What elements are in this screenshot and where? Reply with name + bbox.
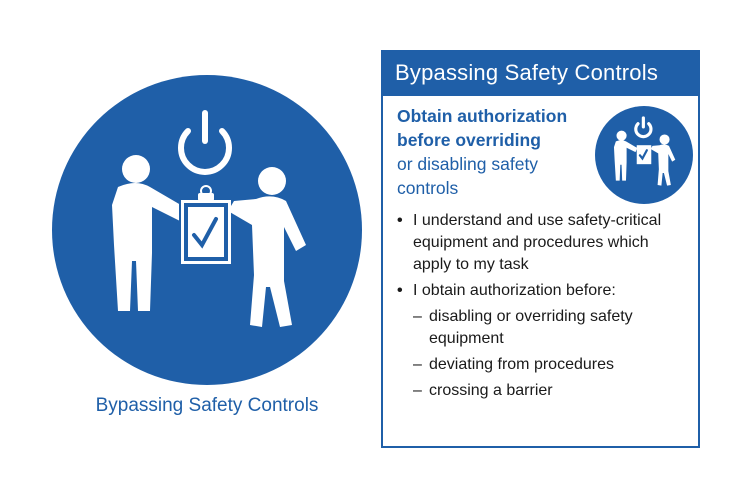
dash-icon: – (413, 356, 422, 373)
headline-rest: or disabling safety controls (397, 154, 539, 198)
sub-bullet-text: deviating from procedures (429, 356, 614, 373)
icon-caption: Bypassing Safety Controls (95, 395, 319, 416)
bullet-item (397, 210, 689, 276)
headline-bold: Obtain authorization before overriding (397, 106, 568, 150)
bullet-item (397, 280, 689, 302)
bullet-text: I obtain authorization before: (413, 282, 616, 299)
bullet-icon: • (397, 212, 403, 229)
sub-bullet-text: disabling or overriding safety equipment (429, 308, 633, 347)
bullet-icon: • (397, 282, 403, 299)
bypassing-safety-controls-small-icon (595, 106, 693, 204)
card-title: Bypassing Safety Controls (383, 52, 698, 96)
dash-icon: – (413, 382, 422, 399)
sub-bullet-text: crossing a barrier (429, 382, 553, 399)
bypassing-safety-controls-icon (52, 75, 362, 385)
sub-bullet-item (397, 306, 689, 350)
info-card (381, 50, 700, 448)
bullet-text: I understand and use safety-critical equipment and procedures which apply to my task (413, 212, 662, 273)
sub-bullet-item (397, 380, 689, 402)
dash-icon: – (413, 308, 422, 325)
sub-bullet-item (397, 354, 689, 376)
card-headline (397, 104, 597, 200)
bullet-list (397, 210, 689, 406)
